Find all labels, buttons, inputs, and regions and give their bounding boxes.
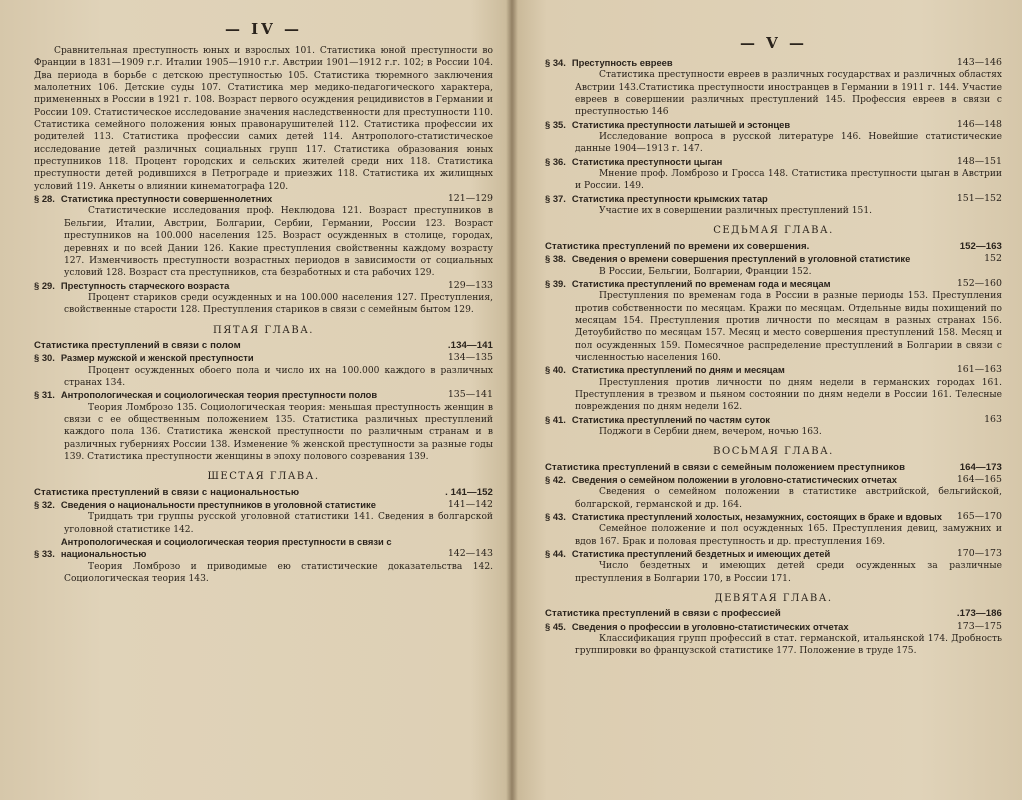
toc-entry	[34, 193, 493, 205]
toc-entry	[34, 536, 493, 561]
section-description: Статистика преступности евреев в различных государствах и различных областях Австрии 143.Статистика преступности иностранцев в Германии в 1911 г. 144. Участие евреев в совершении различных преступлений 145. Профессия евреев в связи с преступностью 146	[575, 70, 1002, 118]
page-range: 152—163	[959, 240, 1002, 252]
chapter-title-line	[545, 608, 1002, 620]
section-title: Антропологическая и социологическая теория преступности полов	[60, 389, 378, 401]
section-number: § 39.	[545, 277, 566, 289]
page-number: — IV —	[224, 20, 303, 38]
section-description: Процент стариков среди осужденных и на 100.000 населения 127. Преступления, свойственные старости 128. Преступления стариков в связи с семейным бытом 129.	[64, 292, 493, 316]
chapter-heading: ДЕВЯТАЯ ГЛАВА.	[714, 593, 833, 605]
section-number: § 30.	[34, 352, 55, 364]
page-range: 152	[984, 253, 1002, 265]
toc-entry	[34, 499, 493, 511]
section-title: Размер мужской и женской преступности	[60, 352, 254, 364]
chapter-title: Статистика преступлений в связи с полом	[34, 339, 241, 351]
section-title: Статистика преступности латышей и эстонцев	[571, 118, 791, 130]
section-description: Преступления против личности по дням недели в германских городах 161. Преступления в трезвом и пьяном состоянии по дням недели в России 161. Телесные повреждения по дням недели 162.	[575, 377, 1002, 413]
section-number: § 44.	[545, 548, 566, 560]
chapter-title: Статистика преступлений в связи с профессией	[545, 608, 781, 620]
right-page	[511, 0, 1022, 800]
section-number: § 38.	[545, 253, 566, 265]
toc-entry	[545, 253, 1002, 265]
section-number: § 42.	[545, 474, 566, 485]
chapter-title-line	[545, 241, 1002, 253]
section-description: Теория Ломброзо 135. Социологическая теория: меньшая преступность женщин в связи с ее общественным положением 135. Статистика различных преступлений каждого пола 136. Статистика женской преступности по различным странам и в различных губерниях России 138. Изменение % женской преступности за разные годы 139. Статистика преступности женщины в эпоху полового созревания 139.	[64, 402, 493, 462]
toc-entry	[545, 57, 1002, 69]
page-range: 121—129	[447, 193, 493, 205]
toc-entry	[34, 389, 493, 401]
page-range: 161—163	[956, 364, 1002, 376]
chapter-heading: ШЕСТАЯ ГЛАВА.	[207, 471, 320, 483]
chapter-title: Статистика преступлений в связи с семейным положением преступников	[545, 461, 906, 473]
chapter-title-line	[545, 462, 1002, 474]
section-number: § 33.	[34, 548, 55, 560]
section-description: Тридцать три группы русской уголовной статистики 141. Сведения в болгарской уголовной статистике 142.	[64, 512, 493, 535]
page-range: 173—175	[956, 620, 1002, 632]
page-range: 141—142	[447, 499, 493, 511]
section-description: Исследование вопроса в русской литературе 146. Новейшие статистические данные 1904—1913 г. 147.	[575, 132, 1002, 155]
section-description: Мнение проф. Ломброзо и Гросса 148. Статистика преступности цыган в Австрии и России. 149.	[575, 169, 1002, 192]
section-number: § 28.	[34, 193, 55, 205]
toc-entry	[545, 278, 1002, 290]
continued-description: Сравнительная преступность юных и взрослых 101. Статистика юной преступности во Франции в 1831—1909 г.г. Италии 1905—1910 г.г. Австрии 1901—1912 г.г. 102; в России 104. Два периода в борьбе с детскою преступностью 105. Статистика тюремного заключения малолетних 106. Детские суды 107. Статистика мер медико-педагогического характера, примененных в России в 1921 г. 108. Возраст первого осуждения рецидивистов в Германии и России 109. Статистическое исследование значения наследственности для преступности 110. Статистика семейного положения юных правонарушителей 112. Статистика профессии их родителей 113. Статистика профессии самих детей 114. Антрополого-статистическое исследование детей различных социальных групп 117. Статистика образования юных преступников 118. Процент городских и сельских жителей среди них 118. Статистика преступности детей родившихся в Петрограде и приезжих 118. Статистика их жилищных условий 119. Анкеты о влиянии кинематографа 120.	[34, 46, 493, 192]
page-body	[34, 45, 493, 585]
toc-entry	[545, 193, 1002, 205]
page-range: .173—186	[956, 608, 1002, 620]
section-title: Статистика преступлений бездетных и имеющих детей	[571, 548, 831, 560]
page-range: 135—141	[447, 389, 493, 401]
page-range: 164—165	[956, 474, 1002, 485]
section-title: Статистика преступности крымских татар	[571, 192, 768, 204]
section-description: Теория Ломброзо и приводимые ею статистические доказательства 142. Социологическая теория 143.	[64, 561, 493, 585]
page-range: 164—173	[959, 461, 1002, 473]
chapter-heading: ПЯТАЯ ГЛАВА.	[213, 324, 314, 336]
page-range: 148—151	[956, 155, 1002, 167]
section-description: Классификация групп профессий в стат. германской, итальянской 174. Дробность группировки во французской статистике 177. Положение в труде 175.	[575, 634, 1002, 657]
toc-entry	[545, 364, 1002, 376]
section-description: Семейное положение и пол осужденных 165. Преступления девиц, замужних и вдов 167. Брак и половая преступность и др. преступления 169.	[575, 524, 1002, 547]
chapter-heading: ВОСЬМАЯ ГЛАВА.	[713, 446, 834, 458]
section-number: § 34.	[545, 57, 566, 68]
toc-entry	[34, 352, 493, 364]
section-title: Статистика преступлений по дням и месяцам	[571, 364, 785, 376]
section-description: Поджоги в Сербии днем, вечером, ночью 163.	[599, 426, 822, 437]
chapter-title-line	[34, 340, 493, 352]
section-number: § 36.	[545, 155, 566, 167]
section-number: § 32.	[34, 499, 55, 511]
section-description: Процент осужденных обоего пола и число их на 100.000 каждого в различных странах 134.	[64, 365, 493, 388]
page-range: 134—135	[447, 352, 493, 364]
page-range: 163	[984, 413, 1002, 425]
page-range: 143—146	[956, 57, 1002, 68]
section-number: § 41.	[545, 413, 566, 425]
toc-entry	[545, 414, 1002, 426]
section-title: Статистика преступности цыган	[571, 155, 723, 167]
section-title: Преступность евреев	[571, 57, 673, 68]
section-title: Сведения о семейном положении в уголовно-статистических отчетах	[571, 474, 897, 485]
section-description: Участие их в совершении различных преступлений 151.	[599, 206, 873, 217]
page-range: 152—160	[956, 277, 1002, 289]
page-range: . 141—152	[445, 486, 493, 498]
toc-entry	[545, 156, 1002, 168]
page-range: .134—141	[447, 339, 493, 351]
section-description: Сведения о семейном положении в статистике австрийской, бельгийской, болгарской, германской и др. 164.	[575, 487, 1002, 510]
page-number: — V —	[739, 34, 808, 52]
section-description: Число бездетных и имеющих детей среди осужденных за различные преступления в Болгарии 170, в России 171.	[575, 561, 1002, 584]
page-range: 165—170	[956, 511, 1002, 523]
section-title: Сведения о времени совершения преступлений в уголовной статистике	[571, 253, 911, 265]
toc-entry	[545, 511, 1002, 523]
chapter-title: Статистика преступлений в связи с национальностью	[34, 486, 300, 498]
chapter-heading: СЕДЬМАЯ ГЛАВА.	[713, 225, 834, 237]
page-range: 146—148	[956, 118, 1002, 130]
section-description: Статистические исследования проф. Неклюдова 121. Возраст преступников в Бельгии, Италии, Австрии, Болгарии, Сербии, Германии, России 123. Возраст преступников на 100.000 населения 125. Возраст осужденных в столице, городах, деревнях и по всей Дании 126. Какие преступления свойственны каждому возрасту 127. Изменчивость преступности возрастных периодов в зависимости от социальных условий 128. Возраст ста преступников, ста безработных и ста рабочих 129.	[64, 206, 493, 279]
section-title: Сведения о профессии в уголовно-статистических отчетах	[571, 620, 849, 632]
section-title: Антропологическая и социологическая теория преступности в связи с национальностью	[60, 536, 392, 560]
page-range: 142—143	[447, 548, 493, 560]
section-title: Статистика преступлений по временам года и месяцам	[571, 277, 831, 289]
section-description: В России, Бельгии, Болгарии, Франции 152.	[599, 266, 812, 277]
toc-entry	[545, 474, 1002, 486]
page-range: 151—152	[956, 192, 1002, 204]
page-body	[545, 57, 1002, 658]
page-range: 129—133	[447, 279, 493, 291]
toc-entry	[545, 548, 1002, 560]
section-title: Преступность старческого возраста	[60, 279, 230, 291]
section-number: § 43.	[545, 511, 566, 523]
toc-entry	[545, 621, 1002, 633]
section-description: Преступления по временам года в России в разные периоды 153. Преступления против собственности по месяцам. Кражи по месяцам. Отдельные виды похищений по месяцам 154. Преступления против личности по месяцам в разных странах 156. Детоубийство по месяцам 157. Месяц и место совершения преступлений 158. Месяц и пол осужденных 159. Помесячное распределение преступлений в Болгарии в связи с численностью населения 160.	[575, 291, 1002, 363]
page-range: 170—173	[956, 548, 1002, 560]
section-number: § 40.	[545, 364, 566, 376]
section-number: § 35.	[545, 118, 566, 130]
section-title: Сведения о национальности преступников в уголовной статистике	[60, 499, 376, 511]
chapter-title: Статистика преступлений по времени их совершения.	[545, 240, 810, 252]
section-number: § 29.	[34, 279, 55, 291]
section-number: § 37.	[545, 192, 566, 204]
section-number: § 45.	[545, 620, 566, 632]
section-title: Статистика преступлений холостых, незамужних, состоящих в браке и вдовых	[571, 511, 942, 523]
toc-entry	[545, 119, 1002, 131]
section-number: § 31.	[34, 389, 55, 401]
section-title: Статистика преступлений по частям суток	[571, 413, 770, 425]
toc-entry	[34, 280, 493, 292]
chapter-title-line	[34, 487, 493, 499]
section-title: Статистика преступности совершеннолетних	[60, 193, 273, 205]
